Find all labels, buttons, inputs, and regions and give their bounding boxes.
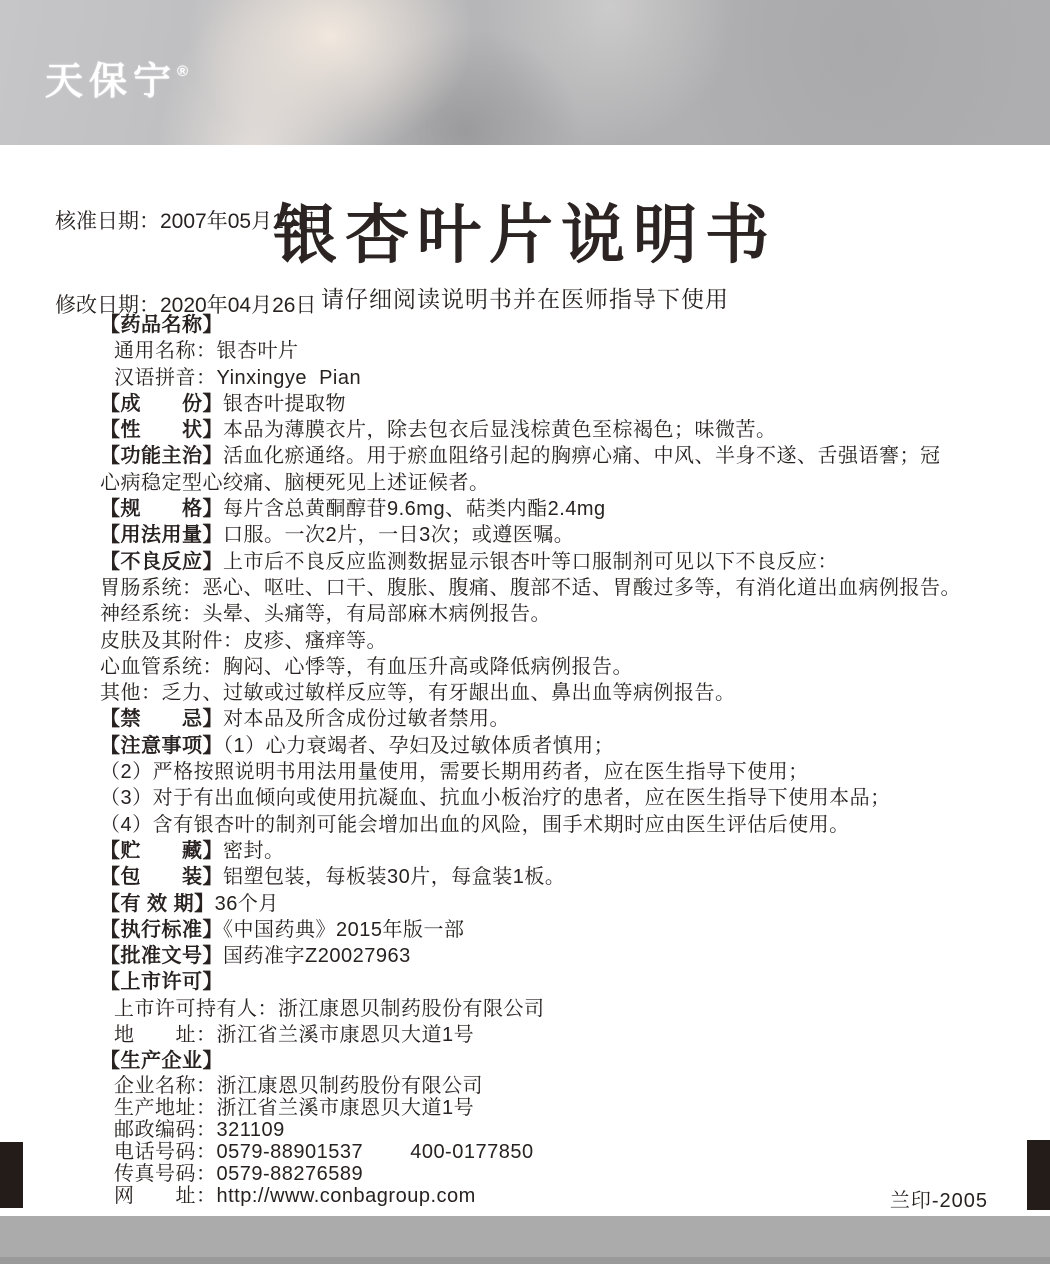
line-text: 心病稳定型心绞痛、脑梗死见上述证候者。 <box>100 471 490 494</box>
line-text: 活血化瘀通络。用于瘀血阻络引起的胸痹心痛、中风、半身不遂、舌强语謇；冠 <box>223 445 941 468</box>
body-line <box>100 680 960 706</box>
print-code: 兰印-2005 <box>889 1190 988 1212</box>
section-label: 【禁 忌】 <box>100 708 223 731</box>
body-line <box>100 549 960 575</box>
line-text: 每片含总黄酮醇苷9.6mg、萜类内酯2.4mg <box>223 498 606 521</box>
brand-name: 天保宁 <box>45 61 178 103</box>
leaflet-subtitle: 请仔细阅读说明书并在医师指导下使用 <box>321 286 729 312</box>
line-text: 心血管系统：胸闷、心悸等，有血压升高或降低病例报告。 <box>100 655 633 678</box>
section-label: 【药品名称】 <box>100 314 223 336</box>
line-text: 电话号码：0579-88901537 400-0177850 <box>114 1140 534 1163</box>
line-text: 上市许可持有人：浙江康恩贝制药股份有限公司 <box>114 997 545 1020</box>
line-text: 上市后不良反应监测数据显示银杏叶等口服制剂可见以下不良反应： <box>223 550 838 573</box>
body-line <box>100 917 960 943</box>
section-label: 【规 格】 <box>100 498 223 521</box>
body-line <box>100 1075 960 1097</box>
body-line <box>100 1185 960 1207</box>
section-label: 【成 份】 <box>100 392 223 415</box>
body-line <box>100 838 960 864</box>
line-text: 国药准字Z20027963 <box>223 945 411 968</box>
brand-logo <box>45 50 188 105</box>
line-text: 网 址：http://www.conbagroup.com <box>114 1184 476 1207</box>
line-text: 传真号码：0579-88276589 <box>114 1162 364 1185</box>
body-line <box>100 943 960 969</box>
line-text: 神经系统：头晕、头痛等，有局部麻木病例报告。 <box>100 603 551 626</box>
line-text: 其他：乏力、过敏或过敏样反应等，有牙龈出血、鼻出血等病例报告。 <box>100 682 736 705</box>
line-text: 银杏叶提取物 <box>223 392 346 415</box>
line-text: 对本品及所含成份过敏者禁用。 <box>223 708 510 731</box>
body-line <box>100 654 960 680</box>
body-line <box>100 1048 960 1074</box>
line-text: 通用名称：银杏叶片 <box>114 340 299 363</box>
body-line <box>100 891 960 917</box>
body-line <box>100 1141 960 1163</box>
line-text: 皮肤及其附件：皮疹、瘙痒等。 <box>100 629 387 652</box>
line-text: 邮政编码：321109 <box>114 1118 285 1141</box>
section-label: 【有 效 期】 <box>100 892 215 915</box>
body-line <box>100 417 960 443</box>
body-line <box>100 706 960 732</box>
body-line <box>100 759 960 785</box>
footer-band-edge <box>0 1257 1050 1264</box>
line-text: 企业名称：浙江康恩贝制药股份有限公司 <box>114 1074 483 1097</box>
body-line <box>100 443 960 469</box>
section-label: 【执行标准】 <box>100 918 223 941</box>
body-line <box>100 391 960 417</box>
brand-banner <box>0 0 1050 145</box>
body-line <box>100 628 960 654</box>
line-text: 地 址：浙江省兰溪市康恩贝大道1号 <box>114 1024 475 1047</box>
section-label: 【生产企业】 <box>100 1050 223 1073</box>
line-text: 口服。一次2片，一日3次；或遵医嘱。 <box>223 524 575 547</box>
body-line <box>100 338 960 364</box>
section-label: 【不良反应】 <box>100 550 223 573</box>
body-line <box>100 1163 960 1185</box>
body-line <box>100 812 960 838</box>
section-label: 【贮 藏】 <box>100 839 223 862</box>
approval-date: 核准日期：2007年05月10日 <box>55 210 317 233</box>
body-line <box>100 575 960 601</box>
section-label: 【性 状】 <box>100 419 223 442</box>
line-text: 《中国药典》2015年版一部 <box>223 918 465 941</box>
line-text: 汉语拼音：Yinxingye Pian <box>114 366 362 389</box>
section-label: 【注意事项】 <box>100 734 223 757</box>
body-line <box>100 496 960 522</box>
section-label: 【功能主治】 <box>100 445 223 468</box>
body-line <box>100 996 960 1022</box>
line-text: 生产地址：浙江省兰溪市康恩贝大道1号 <box>114 1096 475 1119</box>
line-text: （4）含有银杏叶的制剂可能会增加出血的风险，围手术期时应由医生评估后使用。 <box>100 813 850 836</box>
line-text: 密封。 <box>223 839 285 862</box>
revision-date: 修改日期：2020年04月26日 <box>55 294 317 317</box>
body-line <box>100 1097 960 1119</box>
body-line <box>100 470 960 496</box>
registered-trademark-mark: ® <box>177 63 189 80</box>
line-text: 36个月 <box>214 892 279 915</box>
line-text: （1）心力衰竭者、孕妇及过敏体质者慎用； <box>223 734 615 757</box>
body-lines <box>100 312 960 1207</box>
line-text: 本品为薄膜衣片，除去包衣后显浅棕黄色至棕褐色；味微苦。 <box>223 419 777 442</box>
line-text: （2）严格按照说明书用法用量使用，需要长期用药者，应在医生指导下使用； <box>100 761 809 784</box>
line-text: 胃肠系统：恶心、呕吐、口干、腹胀、腹痛、腹部不适、胃酸过多等，有消化道出血病例报告。 <box>100 576 961 599</box>
section-label: 【包 装】 <box>100 866 223 889</box>
body-line <box>100 969 960 995</box>
line-text: 铝塑包装，每板装30片，每盒装1板。 <box>223 866 566 889</box>
body-line <box>100 522 960 548</box>
body-line <box>100 733 960 759</box>
body-line <box>100 365 960 391</box>
body-line <box>100 601 960 627</box>
body-line <box>100 312 960 338</box>
line-text: （3）对于有出血倾向或使用抗凝血、抗血小板治疗的患者，应在医生指导下使用本品； <box>100 787 891 810</box>
section-label: 【用法用量】 <box>100 524 223 547</box>
section-label: 【上市许可】 <box>100 971 223 994</box>
footer-band <box>0 1216 1050 1264</box>
leaflet-title: 银杏叶片说明书 <box>273 199 777 271</box>
section-label: 【批准文号】 <box>100 945 223 968</box>
body-line <box>100 1119 960 1141</box>
registration-mark-right <box>1027 1140 1050 1210</box>
body-line <box>100 785 960 811</box>
body-line <box>100 1022 960 1048</box>
body-line <box>100 864 960 890</box>
registration-mark-left <box>0 1142 23 1208</box>
